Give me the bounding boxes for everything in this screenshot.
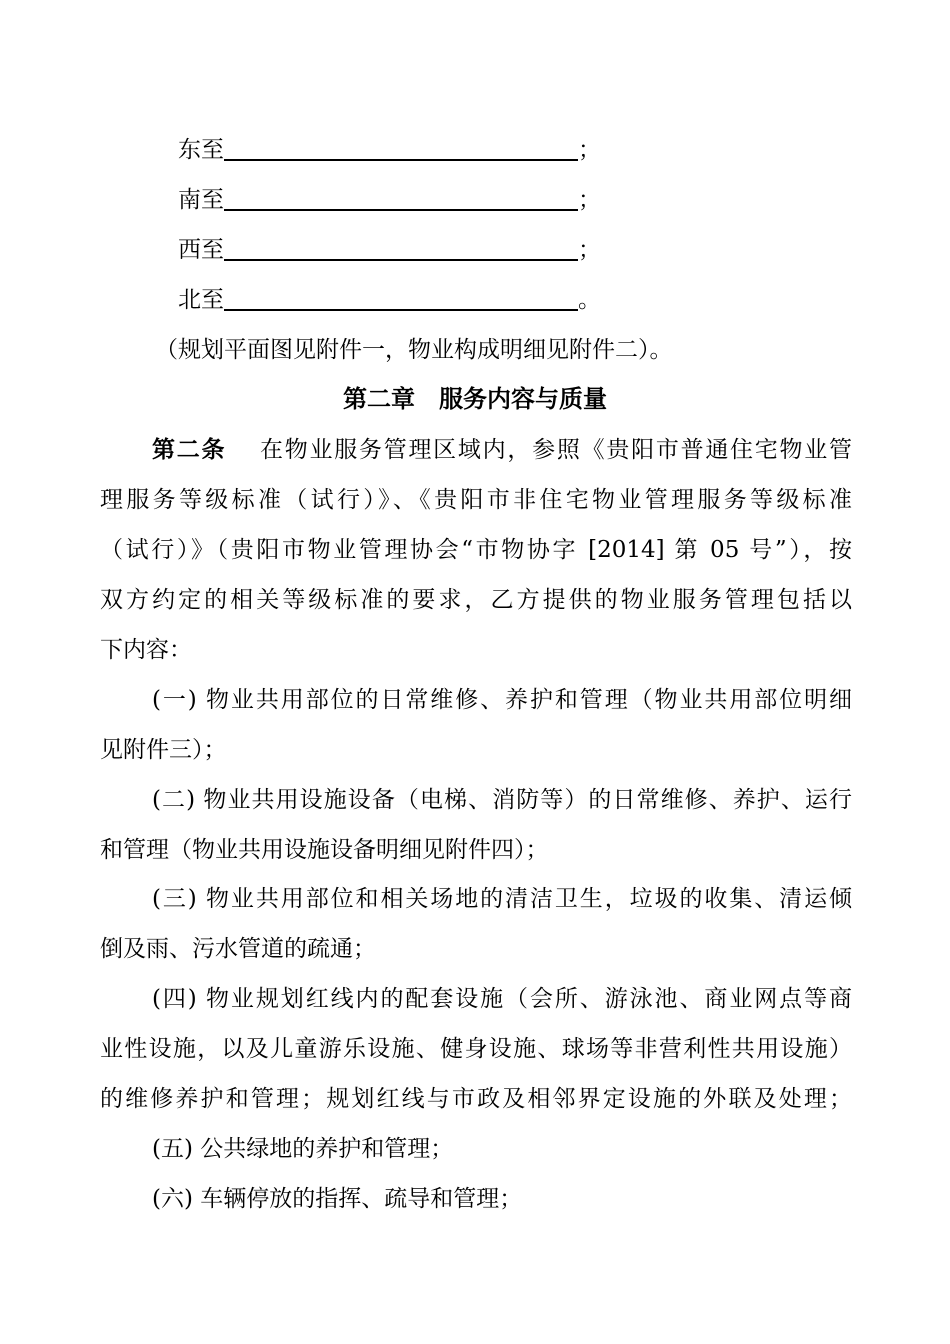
list-item-continued: 的维修养护和管理；规划红线与市政及相邻界定设施的外联及处理； (100, 1086, 852, 1112)
article-line: 理服务等级标准（试行）》、《贵阳市非住宅物业管理服务等级标准 (100, 487, 852, 513)
list-item: (五) 公共绿地的养护和管理； (152, 1136, 454, 1162)
chapter-title: 第二章 服务内容与质量 (343, 384, 607, 413)
boundary-north (178, 285, 601, 315)
list-item: (六) 车辆停放的指挥、疏导和管理； (152, 1186, 523, 1212)
article-line: 在物业服务管理区域内，参照《贵阳市普通住宅物业管 (260, 437, 853, 463)
list-item-continued: 业性设施，以及儿童游乐设施、健身设施、球场等非营利性共用设施） (100, 1036, 852, 1062)
list-item: (四) 物业规划红线内的配套设施（会所、游泳池、商业网点等商 (152, 986, 852, 1012)
boundary-east (178, 135, 601, 165)
list-item: (三) 物业共用部位和相关场地的清洁卫生，垃圾的收集、清运倾 (152, 886, 852, 912)
boundary-label: 西至 (178, 237, 224, 263)
blank-underline (224, 187, 578, 211)
boundary-end: ； (578, 187, 601, 213)
list-item-continued: 和管理（物业共用设施设备明细见附件四）； (100, 837, 549, 863)
article-line: 双方约定的相关等级标准的要求，乙方提供的物业服务管理包括以 (100, 587, 852, 613)
list-item: (二) 物业共用设施设备（电梯、消防等）的日常维修、养护、运行 (152, 787, 852, 813)
boundary-label: 北至 (178, 287, 224, 313)
list-item: (一) 物业共用部位的日常维修、养护和管理（物业共用部位明细 (152, 687, 852, 713)
boundary-end: ； (578, 237, 601, 263)
article-line: 下内容： (100, 637, 192, 663)
article-heading: 第二条 (152, 436, 227, 463)
list-item-continued: 见附件三）； (100, 737, 227, 763)
article-line: （试行）》（贵阳市物业管理协会“市物协字 [2014] 第 05 号”），按 (100, 537, 852, 563)
blank-underline (224, 287, 578, 311)
boundary-west (178, 235, 601, 265)
blank-underline (224, 137, 578, 161)
boundary-end: 。 (578, 287, 601, 313)
boundary-label: 东至 (178, 137, 224, 163)
boundary-label: 南至 (178, 187, 224, 213)
boundary-end: ； (578, 137, 601, 163)
blank-underline (224, 237, 578, 261)
boundary-south (178, 185, 601, 215)
article-first-line (152, 435, 852, 465)
plan-note: （规划平面图见附件一，物业构成明细见附件二）。 (155, 337, 673, 363)
list-item-continued: 倒及雨、污水管道的疏通； (100, 936, 376, 962)
